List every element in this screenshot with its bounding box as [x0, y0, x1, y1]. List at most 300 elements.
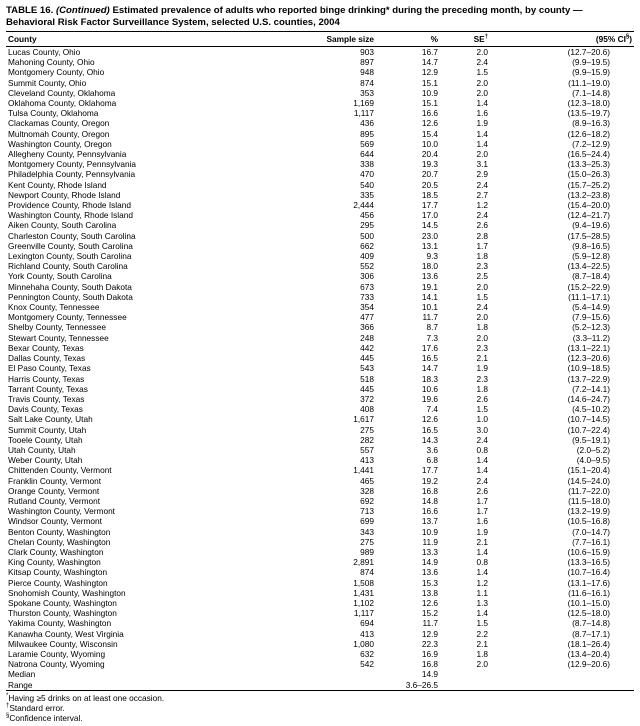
percent-cell: 11.7: [422, 618, 438, 629]
footnote: *Having ≥5 drinks on at least one occasion.: [6, 692, 165, 703]
sample-size-cell: 948: [360, 67, 374, 78]
sample-size-cell: 694: [360, 618, 374, 629]
percent-cell: 3.6: [426, 444, 438, 455]
sample-size-cell: 1,617: [353, 414, 374, 425]
sample-size-cell: 353: [360, 87, 374, 98]
table-row: [6, 486, 634, 496]
table-row: [6, 506, 634, 516]
ci-cell: (3.3–11.2): [572, 332, 610, 343]
sample-size-cell: 456: [360, 210, 374, 221]
se-cell: 1.9: [476, 526, 488, 537]
county-cell: Dallas County, Texas: [8, 353, 86, 364]
table-row: [6, 374, 634, 384]
ci-cell: (4.5–10.2): [572, 404, 610, 415]
table-row: [6, 200, 634, 210]
ci-cell: (5.4–14.9): [572, 302, 610, 313]
county-cell: Windsor County, Vermont: [8, 516, 102, 527]
ci-cell: (15.0–26.3): [567, 169, 610, 180]
se-cell: 1.4: [476, 465, 488, 476]
percent-cell: 20.7: [421, 169, 438, 180]
table-row: [6, 180, 634, 190]
percent-cell: 19.2: [421, 475, 438, 486]
table-row: [6, 231, 634, 241]
county-cell: Thurston County, Washington: [8, 608, 117, 619]
ci-cell: (16.5–24.4): [567, 149, 610, 160]
ci-cell: (9.4–19.6): [572, 220, 610, 231]
se-cell: 1.4: [476, 546, 488, 557]
sample-size-cell: 552: [360, 261, 374, 272]
se-cell: 2.1: [476, 638, 488, 649]
county-cell: Montgomery County, Ohio: [8, 67, 105, 78]
table-continued-label: (Continued): [55, 5, 110, 16]
ci-cell: (8.7–14.8): [572, 618, 610, 629]
ci-cell: (9.5–19.1): [572, 434, 610, 445]
sample-size-cell: 282: [360, 434, 374, 445]
sample-size-cell: 1,117: [353, 108, 374, 119]
percent-cell: 11.7: [422, 312, 438, 323]
percent-cell: 15.4: [421, 128, 438, 139]
ci-cell: (4.0–9.5): [576, 455, 610, 466]
table-row: [6, 639, 634, 649]
sample-size-cell: 413: [360, 628, 374, 639]
table-row: [6, 88, 634, 98]
county-cell: Pierce County, Washington: [8, 577, 108, 588]
county-cell: Milwaukee County, Wisconsin: [8, 638, 118, 649]
sample-size-cell: 989: [360, 546, 374, 557]
county-cell: York County, South Carolina: [8, 271, 112, 282]
se-cell: 1.9: [476, 363, 488, 374]
ci-cell: (8.9–16.3): [572, 118, 610, 129]
ci-cell: (13.4–22.5): [567, 261, 610, 272]
se-cell: 2.4: [476, 434, 488, 445]
percent-cell: 19.1: [421, 281, 438, 292]
ci-cell: [488, 669, 634, 679]
ci-cell: (7.2–12.9): [572, 138, 610, 149]
county-cell: Providence County, Rhode Island: [8, 200, 131, 211]
county-cell: Montgomery County, Pennsylvania: [8, 159, 137, 170]
table-row: [6, 394, 634, 404]
column-header-county: County: [6, 32, 302, 47]
sample-size-cell: 328: [360, 485, 374, 496]
se-cell: 1.2: [476, 577, 488, 588]
percent-cell: 14.9: [421, 557, 438, 568]
se-cell: 2.6: [476, 220, 488, 231]
se-cell: 2.0: [476, 87, 488, 98]
se-cell: 2.0: [476, 659, 488, 670]
sample-size-cell: [302, 680, 374, 691]
ci-cell: (7.0–14.7): [572, 526, 610, 537]
ci-cell: (15.4–20.0): [567, 200, 610, 211]
percent-cell: 10.0: [421, 138, 438, 149]
table-row: [6, 322, 634, 332]
percent-cell: 14.9: [421, 669, 438, 680]
county-cell: Washington County, Rhode Island: [8, 210, 133, 221]
ci-cell: (2.0–5.2): [576, 444, 610, 455]
percent-cell: 10.1: [421, 302, 438, 313]
table-row: [6, 598, 634, 608]
county-cell: Summit County, Ohio: [8, 77, 87, 88]
se-cell: 2.3: [476, 261, 488, 272]
county-cell: Yakima County, Washington: [8, 618, 112, 629]
footnotes: [6, 693, 634, 723]
percent-cell: 16.9: [421, 648, 438, 659]
ci-cell: (12.7–20.6): [567, 47, 610, 57]
sample-size-cell: 275: [360, 424, 374, 435]
ci-cell: (13.5–19.7): [567, 108, 610, 119]
percent-cell: 23.0: [421, 230, 438, 241]
percent-cell: 17.0: [421, 210, 438, 221]
table-row: [6, 414, 634, 424]
se-cell: 2.0: [476, 312, 488, 323]
se-cell: 1.4: [476, 138, 488, 149]
percent-cell: 13.8: [421, 587, 438, 598]
county-cell: Natrona County, Wyoming: [8, 659, 105, 670]
county-cell: Lexington County, South Carolina: [8, 251, 132, 262]
percent-cell: 19.6: [421, 393, 438, 404]
county-cell: Tooele County, Utah: [8, 434, 83, 445]
percent-cell: 17.6: [421, 342, 438, 353]
sample-size-cell: 1,508: [353, 577, 374, 588]
percent-cell: 13.7: [421, 516, 438, 527]
ci-cell: (12.4–21.7): [567, 210, 610, 221]
ci-cell: (10.1–15.0): [567, 597, 610, 608]
county-cell: Utah County, Utah: [8, 444, 76, 455]
sample-size-cell: 372: [360, 393, 374, 404]
se-cell: 1.0: [476, 414, 488, 425]
ci-cell: (17.5–28.5): [567, 230, 610, 241]
county-cell: Range: [8, 679, 33, 690]
sample-size-cell: 343: [360, 526, 374, 537]
table-row: [6, 527, 634, 537]
table-row: [6, 425, 634, 435]
sample-size-cell: 295: [360, 220, 374, 231]
county-cell: Benton County, Washington: [8, 526, 111, 537]
percent-cell: 16.7: [421, 47, 438, 57]
percent-cell: 14.8: [421, 495, 438, 506]
percent-cell: 13.3: [421, 546, 438, 557]
table-row: [6, 435, 634, 445]
percent-cell: 10.9: [421, 87, 438, 98]
table-row: [6, 302, 634, 312]
se-cell: 1.3: [476, 597, 488, 608]
table-row: [6, 312, 634, 322]
se-cell: 1.7: [476, 495, 488, 506]
sample-size-cell: 335: [360, 189, 374, 200]
table-row: [6, 680, 634, 691]
se-cell: 2.3: [476, 342, 488, 353]
sample-size-cell: 2,891: [353, 557, 374, 568]
percent-cell: 18.5: [421, 189, 438, 200]
ci-cell: (11.1–17.1): [568, 291, 610, 302]
county-cell: Travis County, Texas: [8, 393, 85, 404]
county-cell: Laramie County, Wyoming: [8, 648, 106, 659]
sample-size-cell: 465: [360, 475, 374, 486]
ci-cell: (12.5–18.0): [567, 608, 610, 619]
table-row: [6, 108, 634, 118]
sample-size-cell: 248: [360, 332, 374, 343]
sample-size-cell: 470: [360, 169, 374, 180]
ci-cell: (13.7–22.9): [567, 373, 610, 384]
ci-cell: (14.5–24.0): [567, 475, 610, 486]
table-row: [6, 537, 634, 547]
table-row: [6, 669, 634, 679]
table-row: [6, 57, 634, 67]
se-cell: 2.5: [476, 271, 488, 282]
se-cell: 1.7: [476, 240, 488, 251]
ci-cell: (12.6–18.2): [567, 128, 610, 139]
sample-size-cell: 895: [360, 128, 374, 139]
table-row: [6, 363, 634, 373]
sample-size-cell: 518: [360, 373, 374, 384]
county-cell: Stewart County, Tennessee: [8, 332, 109, 343]
county-cell: Lucas County, Ohio: [8, 47, 81, 57]
table-row: [6, 445, 634, 455]
percent-cell: 13.6: [421, 271, 438, 282]
percent-cell: 16.5: [421, 353, 438, 364]
ci-cell: (12.9–20.6): [567, 659, 610, 670]
se-cell: 1.4: [476, 455, 488, 466]
se-cell: 2.3: [476, 373, 488, 384]
table-row: [6, 118, 634, 128]
county-cell: Allegheny County, Pennsylvania: [8, 149, 127, 160]
percent-cell: 19.3: [421, 159, 438, 170]
se-cell: 1.4: [476, 608, 488, 619]
sample-size-cell: 713: [360, 506, 374, 517]
percent-cell: 20.5: [421, 179, 438, 190]
sample-size-cell: 477: [360, 312, 374, 323]
sample-size-cell: 632: [360, 648, 374, 659]
ci-cell: (9.8–16.5): [572, 240, 610, 251]
percent-cell: 12.9: [421, 67, 438, 78]
table-row: [6, 608, 634, 618]
county-cell: Knox County, Tennessee: [8, 302, 100, 313]
sample-size-cell: 569: [360, 138, 374, 149]
percent-cell: 7.4: [426, 404, 438, 415]
percent-cell: 22.3: [421, 638, 438, 649]
table-title-text: Estimated prevalence of adults who reported binge drinking* during the preceding month, by county — Behavioral Risk Factor Surveillance System, selected U.S. counties, 2004: [6, 5, 583, 28]
percent-cell: 12.6: [421, 118, 438, 129]
se-cell: 2.0: [476, 77, 488, 88]
county-cell: Bexar County, Texas: [8, 342, 84, 353]
se-cell: 1.4: [476, 567, 488, 578]
ci-cell: (13.1–17.6): [567, 577, 610, 588]
ci-cell: (15.7–25.2): [567, 179, 610, 190]
se-cell: 2.4: [476, 179, 488, 190]
sample-size-cell: 644: [360, 149, 374, 160]
se-cell: 0.8: [476, 557, 488, 568]
county-cell: Kitsap County, Washington: [8, 567, 108, 578]
sample-size-cell: 409: [360, 251, 374, 262]
percent-cell: 14.1: [421, 291, 438, 302]
sample-size-cell: 1,080: [353, 638, 374, 649]
county-cell: Davis County, Texas: [8, 404, 83, 415]
sample-size-cell: 408: [360, 404, 374, 415]
table-row: [6, 241, 634, 251]
county-cell: Weber County, Utah: [8, 455, 83, 466]
sample-size-cell: 542: [360, 659, 374, 670]
county-cell: Oklahoma County, Oklahoma: [8, 98, 117, 109]
county-cell: Salt Lake County, Utah: [8, 414, 93, 425]
sample-size-cell: 874: [360, 77, 374, 88]
percent-cell: 10.6: [421, 383, 438, 394]
sample-size-cell: 354: [360, 302, 374, 313]
se-cell: 1.8: [476, 322, 488, 333]
sample-size-cell: 874: [360, 567, 374, 578]
percent-cell: 7.3: [426, 332, 438, 343]
table-row: [6, 149, 634, 159]
footnote: §Confidence interval.: [6, 712, 83, 723]
sample-size-cell: 543: [360, 363, 374, 374]
sample-size-cell: 442: [360, 342, 374, 353]
ci-cell: (18.1–26.4): [567, 638, 610, 649]
sample-size-cell: 445: [360, 383, 374, 394]
sample-size-cell: [302, 669, 374, 679]
ci-cell: (11.7–22.0): [568, 485, 610, 496]
percent-cell: 12.6: [421, 414, 438, 425]
percent-cell: 20.4: [421, 149, 438, 160]
county-cell: Chelan County, Washington: [8, 536, 111, 547]
county-cell: Shelby County, Tennessee: [8, 322, 106, 333]
percent-cell: 15.1: [421, 77, 438, 88]
table-head: [6, 32, 634, 47]
ci-cell: [488, 680, 634, 691]
percent-cell: 13.1: [421, 240, 438, 251]
county-cell: Orange County, Vermont: [8, 485, 100, 496]
se-cell: 3.0: [476, 424, 488, 435]
table-row: [6, 169, 634, 179]
column-header-percent: %: [374, 32, 438, 47]
sample-size-cell: 673: [360, 281, 374, 292]
percent-cell: 17.7: [421, 200, 438, 211]
county-cell: King County, Washington: [8, 557, 101, 568]
table-row: [6, 496, 634, 506]
se-cell: 1.5: [476, 291, 488, 302]
se-cell: 1.7: [476, 506, 488, 517]
se-cell: 2.6: [476, 485, 488, 496]
county-cell: Median: [8, 669, 36, 680]
ci-cell: (8.7–18.4): [572, 271, 610, 282]
prevalence-table: [6, 31, 634, 691]
county-cell: Richland County, South Carolina: [8, 261, 128, 272]
table-row: [6, 404, 634, 414]
ci-cell: (13.3–16.5): [567, 557, 610, 568]
table-row: [6, 343, 634, 353]
sample-size-cell: 436: [360, 118, 374, 129]
se-cell: 1.5: [476, 67, 488, 78]
table-row: [6, 455, 634, 465]
county-cell: Pennington County, South Dakota: [8, 291, 133, 302]
table-row: [6, 129, 634, 139]
sample-size-cell: 733: [360, 291, 374, 302]
sample-size-cell: 445: [360, 353, 374, 364]
table-row: [6, 465, 634, 475]
county-cell: El Paso County, Texas: [8, 363, 91, 374]
county-cell: Mahoning County, Ohio: [8, 57, 95, 68]
table-row: [6, 557, 634, 567]
percent-cell: 16.5: [421, 424, 438, 435]
se-cell: 2.7: [476, 189, 488, 200]
se-cell: 2.4: [476, 475, 488, 486]
ci-cell: (10.7–14.5): [567, 414, 610, 425]
sample-size-cell: 413: [360, 455, 374, 466]
county-cell: Tulsa County, Oklahoma: [8, 108, 99, 119]
se-cell: 1.4: [476, 128, 488, 139]
sample-size-cell: 662: [360, 240, 374, 251]
county-cell: Spokane County, Washington: [8, 597, 117, 608]
county-cell: Clackamas County, Oregon: [8, 118, 110, 129]
ci-cell: (13.2–19.9): [567, 506, 610, 517]
percent-cell: 14.7: [421, 57, 438, 68]
ci-cell: (10.7–22.4): [567, 424, 610, 435]
se-cell: 2.0: [476, 281, 488, 292]
county-cell: Aiken County, South Carolina: [8, 220, 117, 231]
ci-cell: (13.2–23.8): [567, 189, 610, 200]
table-row: [6, 476, 634, 486]
se-cell: 1.8: [476, 383, 488, 394]
sample-size-cell: 1,102: [353, 597, 374, 608]
ci-cell: (11.1–19.0): [568, 77, 610, 88]
se-cell: 1.5: [476, 618, 488, 629]
ci-cell: (13.4–20.4): [567, 648, 610, 659]
se-cell: 2.4: [476, 57, 488, 68]
sample-size-cell: 1,431: [353, 587, 374, 598]
sample-size-cell: 699: [360, 516, 374, 527]
county-cell: Harris County, Texas: [8, 373, 85, 384]
county-cell: Multnomah County, Oregon: [8, 128, 110, 139]
county-cell: Kanawha County, West Virginia: [8, 628, 124, 639]
county-cell: Greenville County, South Carolina: [8, 240, 133, 251]
se-cell: 2.0: [476, 47, 488, 57]
table-row: [6, 159, 634, 169]
ci-cell: (9.9–15.9): [572, 67, 610, 78]
table-row: [6, 649, 634, 659]
table-row: [6, 47, 634, 58]
se-cell: 2.0: [476, 332, 488, 343]
percent-cell: 15.3: [421, 577, 438, 588]
se-cell: 1.6: [476, 108, 488, 119]
county-cell: Cleveland County, Oklahoma: [8, 87, 116, 98]
ci-cell: (12.3–18.0): [567, 98, 610, 109]
county-cell: Charleston County, South Carolina: [8, 230, 136, 241]
table-row: [6, 659, 634, 669]
percent-cell: 16.8: [421, 485, 438, 496]
county-cell: Newport County, Rhode Island: [8, 189, 121, 200]
ci-cell: (10.9–18.5): [567, 363, 610, 374]
table-row: [6, 220, 634, 230]
county-cell: Washington County, Vermont: [8, 506, 115, 517]
ci-cell: (7.9–15.6): [572, 312, 610, 323]
se-cell: 0.8: [476, 444, 488, 455]
se-cell: 1.6: [476, 516, 488, 527]
column-header-se: SE†: [438, 32, 488, 47]
percent-cell: 14.7: [421, 363, 438, 374]
sample-size-cell: 306: [360, 271, 374, 282]
se-cell: [438, 669, 488, 679]
county-cell: Summit County, Utah: [8, 424, 87, 435]
ci-cell: (7.1–14.8): [572, 87, 610, 98]
ci-cell: (5.2–12.3): [572, 322, 610, 333]
county-cell: Philadelphia County, Pennsylvania: [8, 169, 136, 180]
table-row: [6, 271, 634, 281]
se-cell: 2.8: [476, 230, 488, 241]
percent-cell: 6.8: [426, 455, 438, 466]
percent-cell: 12.6: [421, 597, 438, 608]
se-cell: 1.8: [476, 251, 488, 262]
table-row: [6, 67, 634, 77]
table-row: [6, 210, 634, 220]
percent-cell: 18.0: [421, 261, 438, 272]
table-header-row: [6, 32, 634, 47]
